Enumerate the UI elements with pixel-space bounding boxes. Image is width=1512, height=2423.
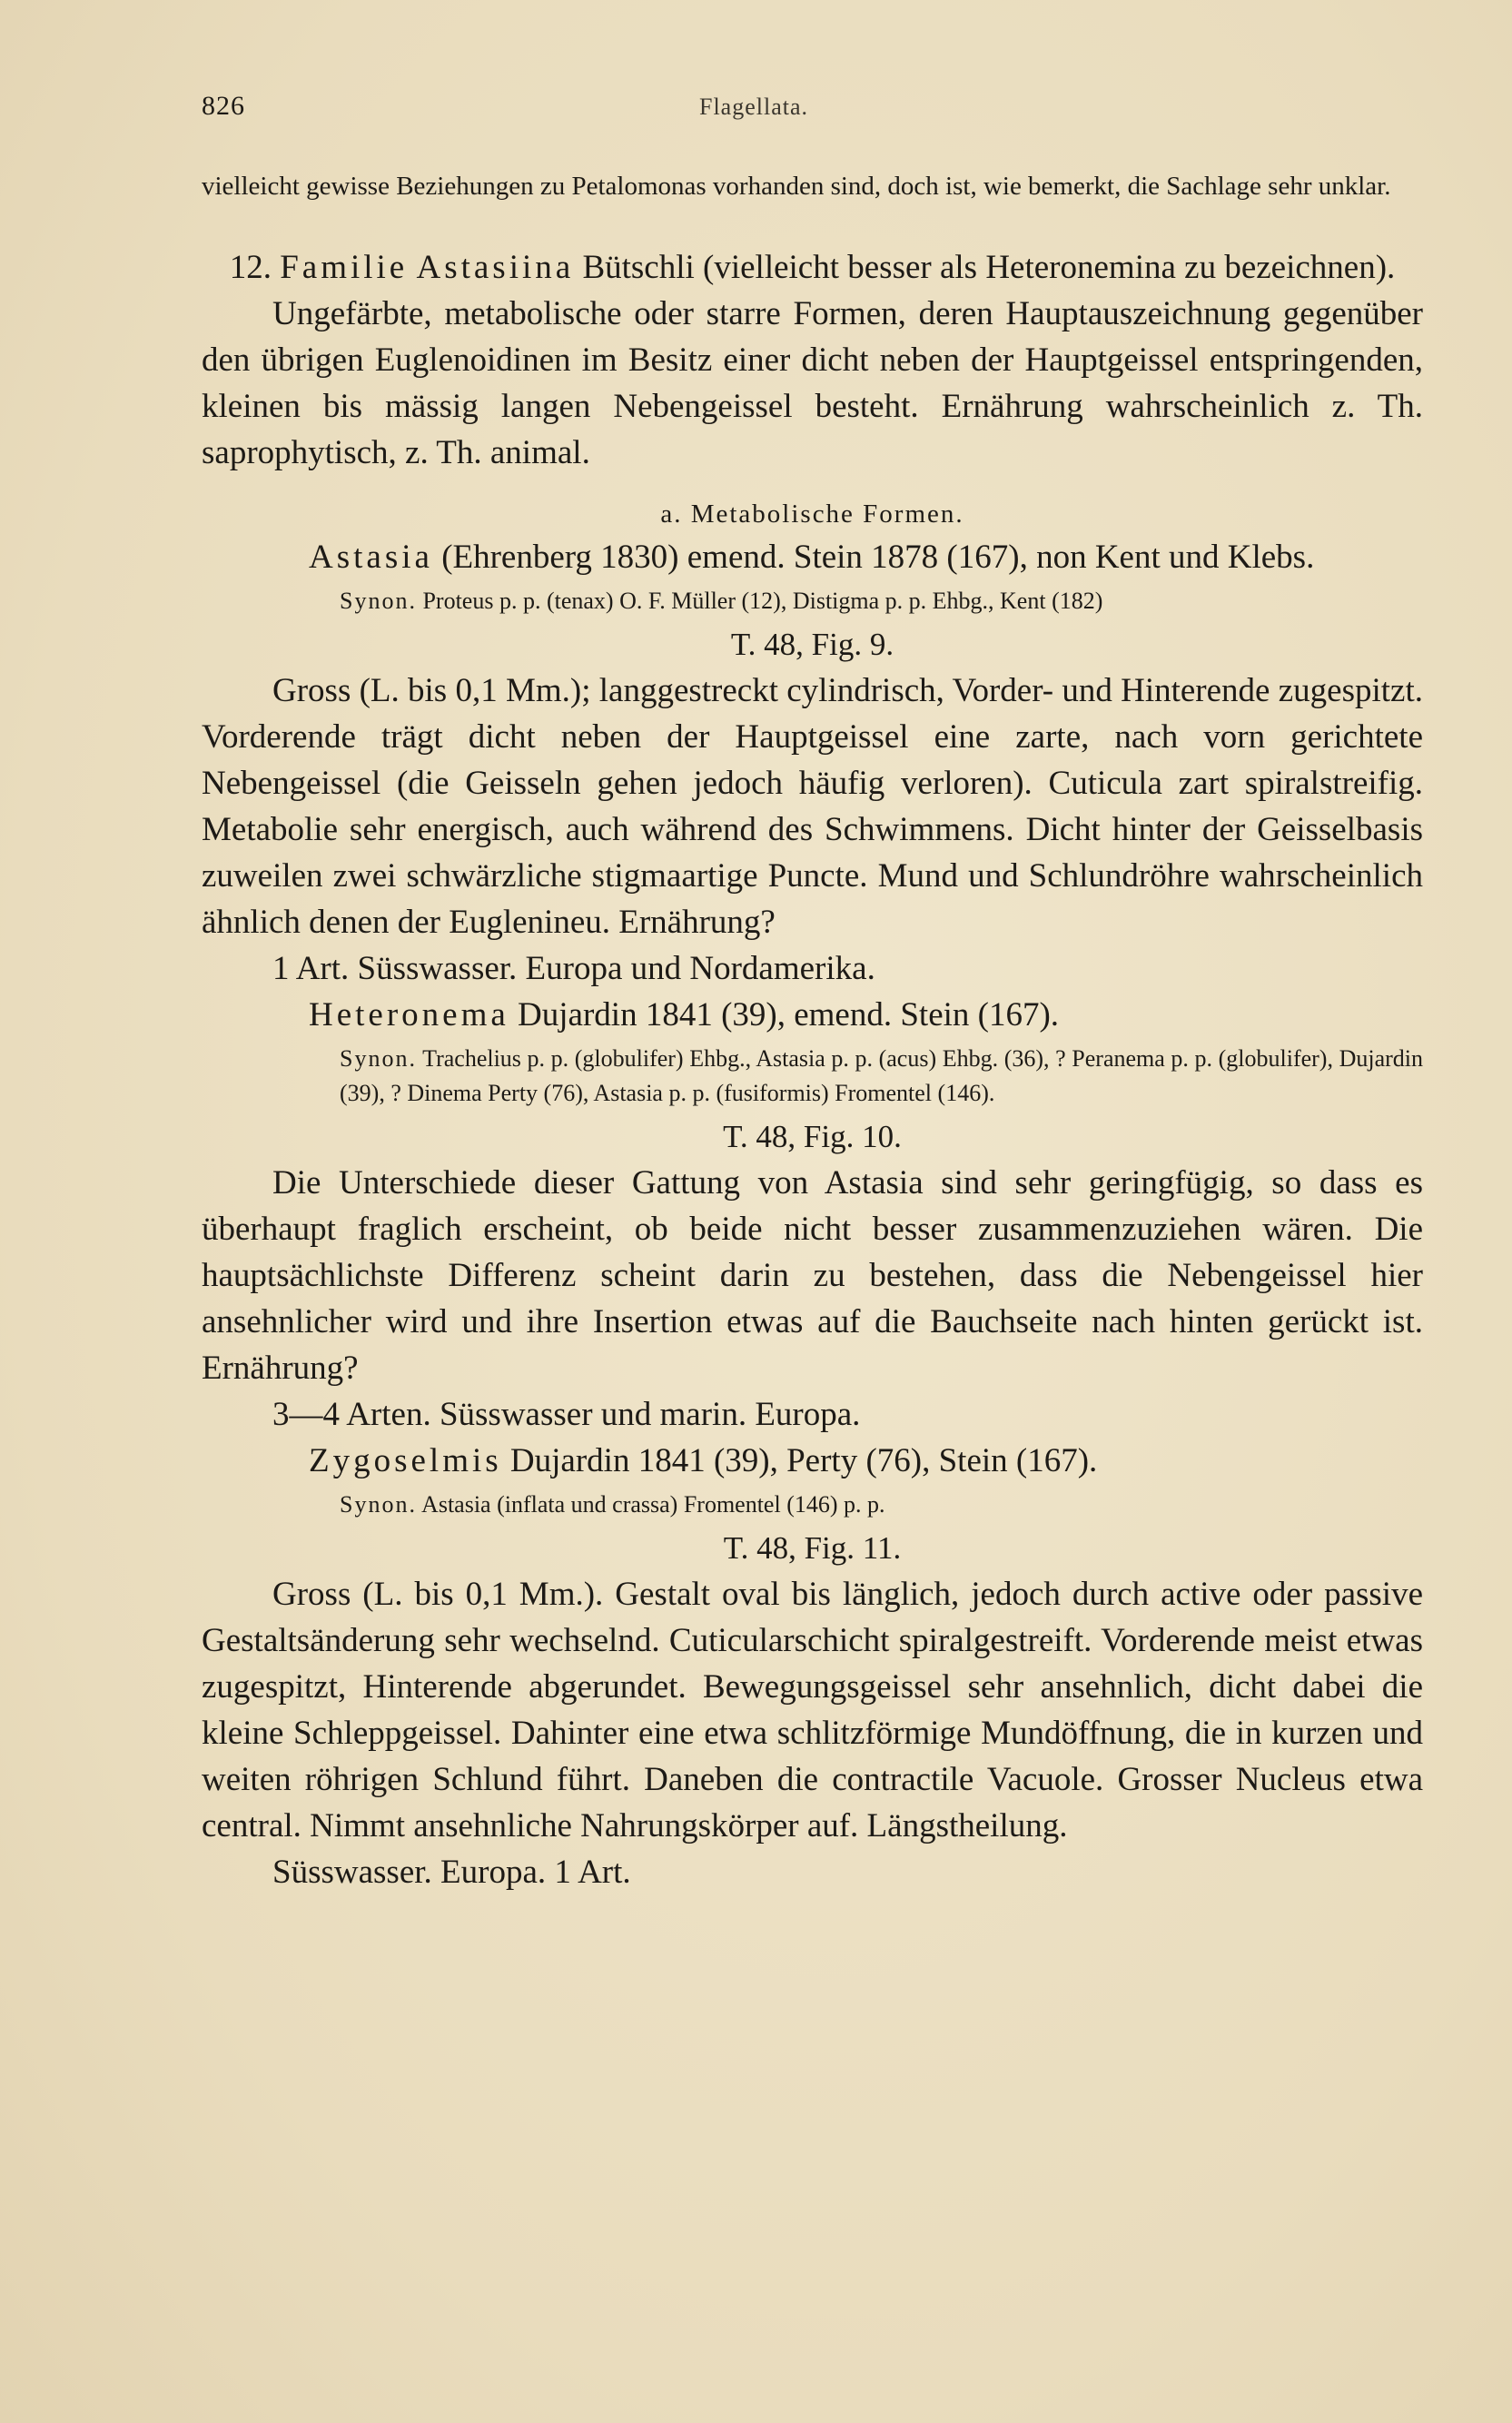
genus-authority: Dujardin 1841 (39), emend. Stein (167). bbox=[518, 996, 1060, 1033]
page-number: 826 bbox=[202, 91, 245, 121]
synon-label: Synon. bbox=[340, 1491, 417, 1518]
family-number: 12. bbox=[229, 249, 272, 286]
genus-authority: (Ehrenberg 1830) emend. Stein 1878 (167), non Kent und Klebs. bbox=[441, 539, 1315, 576]
running-head: Flagellata. bbox=[699, 94, 809, 120]
synon-text: Trachelius p. p. (globulifer) Ehbg., Astasia p. p. (acus) Ehbg. (36), ? Peranema p. p. (globulifer), Dujardin (39), ? Dinema Perty (76), Astasia p. p. (fusiformis) Fromentel (146). bbox=[340, 1045, 1423, 1106]
synonyms-heteronema bbox=[202, 1042, 1423, 1111]
genus-heading-heteronema bbox=[202, 992, 1423, 1038]
synonyms-zygoselmis bbox=[202, 1488, 1423, 1522]
figure-ref-heteronema: T. 48, Fig. 10. bbox=[723, 1119, 902, 1154]
genus-description-heteronema: Die Unterschiede dieser Gattung von Astasia sind sehr geringfügig, so dass es überhaupt fraglich erscheint, ob beide nicht besser zusammenzuziehen wären. Die hauptsächlichste Differenz scheint darin zu bestehen, dass die Nebengeissel hier ansehnlicher wird und ihre Insertion etwas auf die Bauchseite nach hinten gerückt ist. Ernährung? bbox=[202, 1164, 1423, 1387]
figure-ref-zygoselmis: T. 48, Fig. 11. bbox=[723, 1530, 902, 1566]
family-word: Familie bbox=[280, 249, 409, 286]
synonyms-astasia bbox=[202, 584, 1423, 618]
synon-label: Synon. bbox=[340, 1045, 417, 1072]
family-rest: Bütschli (vielleicht besser als Heteronemina zu bezeichnen). bbox=[582, 249, 1396, 286]
genus-name: Zygoselmis bbox=[309, 1442, 502, 1479]
family-name: Astasiina bbox=[416, 249, 575, 286]
page-content bbox=[202, 91, 1423, 1895]
species-note-zygoselmis: Süsswasser. Europa. 1 Art. bbox=[272, 1854, 631, 1891]
genus-name: Heteronema bbox=[309, 996, 509, 1033]
family-heading bbox=[202, 245, 1423, 291]
intro-paragraph: vielleicht gewisse Beziehungen zu Petalomonas vorhanden sind, doch ist, wie bemerkt, die Sachlage sehr unklar. bbox=[202, 172, 1391, 201]
genus-authority: Dujardin 1841 (39), Perty (76), Stein (167). bbox=[509, 1442, 1098, 1479]
section-title: Metabolische Formen. bbox=[690, 499, 964, 529]
family-description: Ungefärbte, metabolische oder starre Formen, deren Hauptauszeichnung gegenüber den übrigen Euglenoidinen im Besitz einer dicht neben der Hauptgeissel entspringenden, kleinen bis mässig langen Nebengeissel besteht. Ernährung wahrscheinlich z. Th. saprophytisch, z. Th. animal. bbox=[202, 295, 1423, 471]
species-note-astasia: 1 Art. Süsswasser. Europa und Nordamerika. bbox=[272, 950, 875, 987]
synon-text: Astasia (inflata und crassa) Fromentel (146) p. p. bbox=[421, 1491, 885, 1518]
figure-ref-astasia: T. 48, Fig. 9. bbox=[730, 627, 894, 662]
genus-description-astasia: Gross (L. bis 0,1 Mm.); langgestreckt cylindrisch, Vorder- und Hinterende zugespitzt. Vorderende trägt dicht neben der Hauptgeissel eine zarte, nach vorn gerichtete Nebengeissel (die Geisseln gehen jedoch häufig verloren). Cuticula zart spiralstreifig. Metabolie sehr energisch, auch während des Schwimmens. Dicht hinter der Geisselbasis zuweilen zwei schwärzliche stigmaartige Puncte. Mund und Schlundröhre wahrscheinlich ähnlich denen der Euglenineu. Ernährung? bbox=[202, 672, 1423, 941]
section-heading bbox=[202, 494, 1423, 534]
genus-description-zygoselmis: Gross (L. bis 0,1 Mm.). Gestalt oval bis länglich, jedoch durch active oder passive Gestaltsänderung sehr wechselnd. Cuticularschicht spiralgestreift. Vorderende meist etwas zugespitzt, Hinterende abgerundet. Bewegungsgeissel sehr ansehnlich, dicht dabei die kleine Schleppgeissel. Dahinter eine etwa schlitzförmige Mundöffnung, die in kurzen und weiten röhrigen Schlund führt. Daneben die contractile Vacuole. Grosser Nucleus etwa central. Nimmt ansehnliche Nahrungskörper auf. Längstheilung. bbox=[202, 1576, 1423, 1844]
page-header bbox=[202, 91, 1423, 136]
section-label: a. bbox=[660, 499, 683, 529]
genus-name: Astasia bbox=[309, 539, 433, 576]
synon-label: Synon. bbox=[340, 588, 417, 614]
genus-heading-astasia bbox=[202, 534, 1423, 580]
genus-heading-zygoselmis bbox=[202, 1438, 1423, 1484]
species-note-heteronema: 3—4 Arten. Süsswasser und marin. Europa. bbox=[272, 1396, 861, 1433]
synon-text: Proteus p. p. (tenax) O. F. Müller (12), Distigma p. p. Ehbg., Kent (182) bbox=[422, 588, 1103, 614]
